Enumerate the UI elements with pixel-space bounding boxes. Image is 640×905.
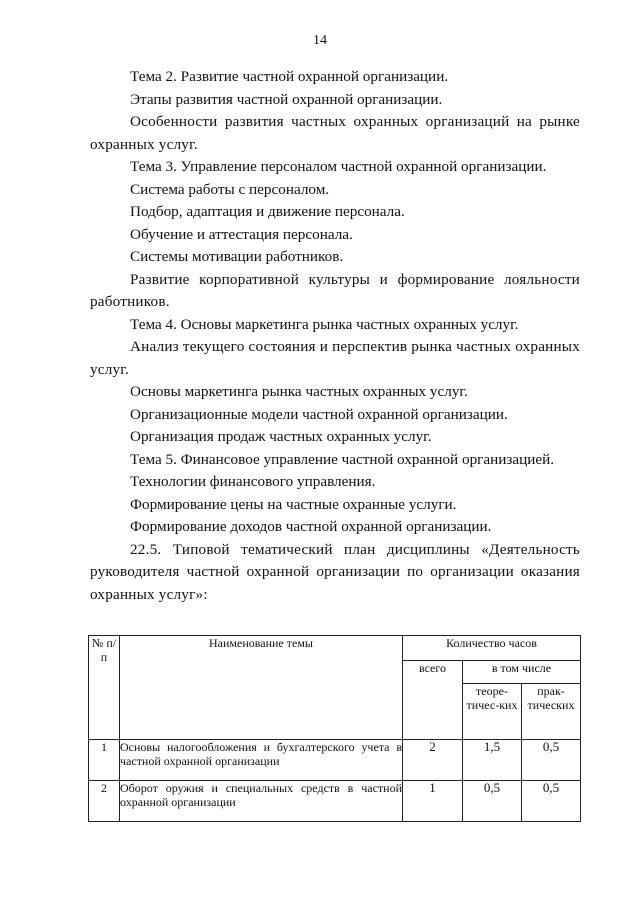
paragraph: Тема 4. Основы маркетинга рынка частных охранных услуг. (130, 315, 519, 333)
paragraph: Развитие корпоративной культуры и формирование лояльности работников. (90, 270, 580, 310)
paragraph: Система работы с персоналом. (130, 180, 330, 198)
paragraph: Тема 5. Финансовое управление частной охранной организацией. (130, 450, 555, 468)
header-theory: теоре-тичес-ких (463, 684, 522, 740)
paragraph: Технологии финансового управления. (130, 473, 376, 490)
paragraph: Этапы развития частной охранной организации. (130, 90, 443, 108)
document-body (90, 66, 580, 606)
header-total: всего (403, 661, 463, 740)
paragraph: Организационные модели частной охранной организации. (130, 405, 508, 423)
row-theory-hours: 0,5 (463, 781, 522, 822)
paragraph: Формирование цены на частные охранные услуги. (130, 495, 457, 513)
row-topic-name: Основы налогообложения и бухгалтерского учета в частной охранной организации (120, 740, 403, 781)
paragraph: Особенности развития частных охранных организаций на рынке охранных услуг. (90, 113, 580, 153)
row-number: 2 (89, 781, 120, 822)
row-number: 1 (89, 740, 120, 781)
header-practice: прак-тических (522, 684, 581, 740)
header-topic-name: Наименование темы (120, 636, 403, 740)
header-hours: Количество часов (403, 636, 581, 661)
row-practice-hours: 0,5 (522, 740, 581, 781)
row-theory-hours: 1,5 (463, 740, 522, 781)
paragraph: Обучение и аттестация персонала. (130, 225, 353, 243)
table-row (89, 781, 581, 822)
paragraph: Анализ текущего состояния и перспектив рынка частных охранных услуг. (90, 338, 580, 378)
row-topic-name: Оборот оружия и специальных средств в частной охранной организации (120, 781, 403, 822)
row-total-hours: 1 (403, 781, 463, 822)
paragraph: Организация продаж частных охранных услуг. (130, 428, 432, 445)
header-including: в том числе (463, 661, 581, 684)
table-row (89, 740, 581, 781)
thematic-plan-table (88, 635, 581, 822)
header-number: № п/п (89, 636, 120, 740)
paragraph: 22.5. Типовой тематический план дисциплины «Деятельность руководителя частной охранной организации по организации оказания охранных услуг»: (90, 540, 580, 603)
paragraph: Тема 3. Управление персоналом частной охранной организации. (130, 158, 547, 175)
row-practice-hours: 0,5 (522, 781, 581, 822)
paragraph: Подбор, адаптация и движение персонала. (130, 203, 405, 220)
row-total-hours: 2 (403, 740, 463, 781)
page-number: 14 (313, 33, 327, 48)
paragraph: Основы маркетинга рынка частных охранных услуг. (130, 383, 468, 400)
paragraph: Формирование доходов частной охранной организации. (130, 518, 492, 535)
paragraph: Тема 2. Развитие частной охранной организации. (130, 68, 449, 85)
paragraph: Системы мотивации работников. (130, 248, 344, 265)
